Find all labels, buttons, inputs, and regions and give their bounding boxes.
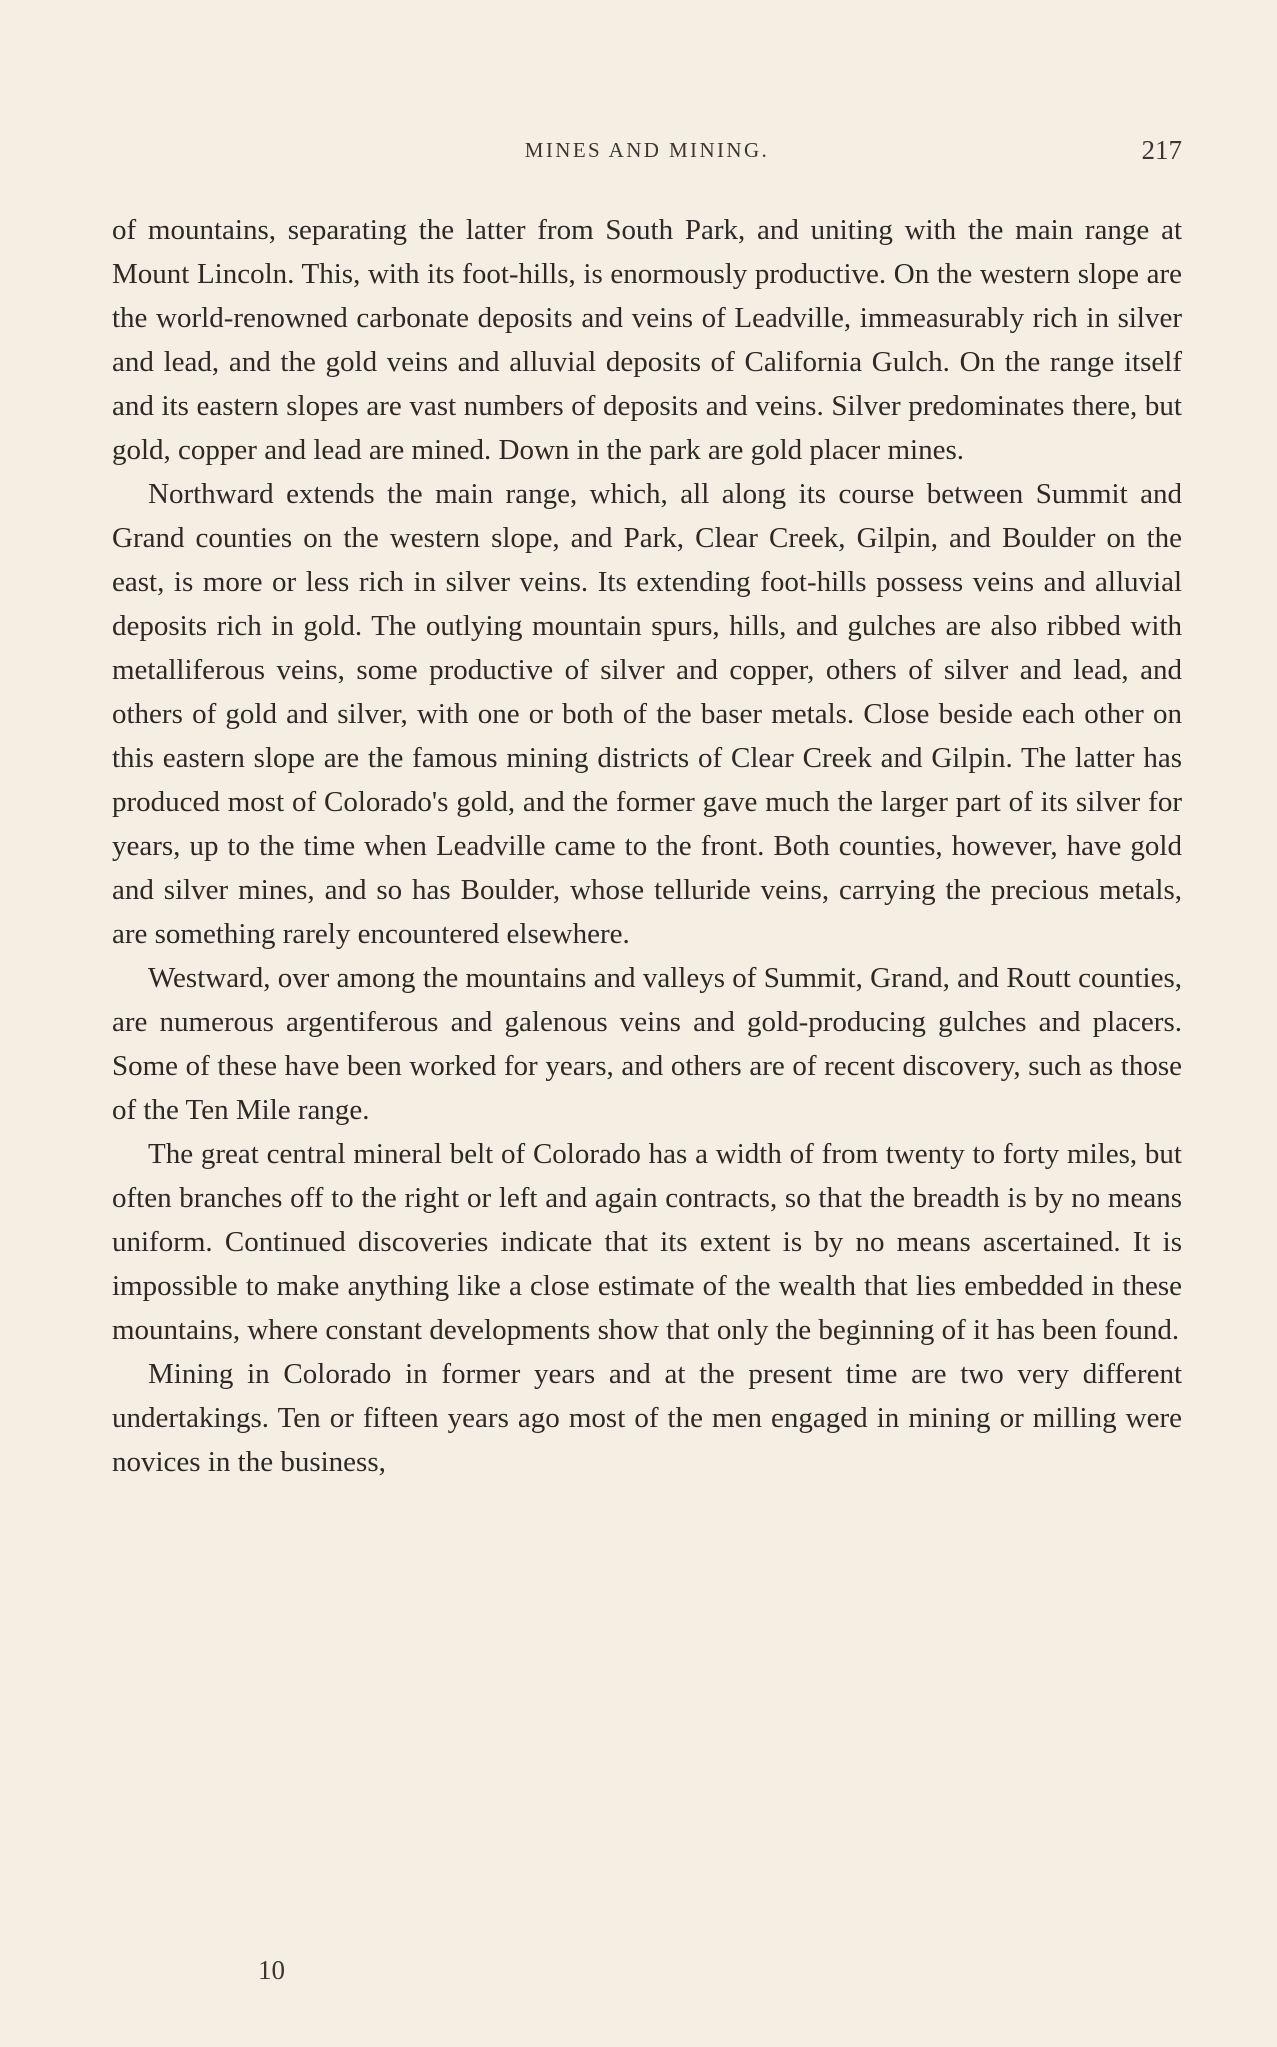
signature-mark: 10 [258, 1955, 285, 1985]
paragraph-1: of mountains, separating the latter from South Park, and uniting with the main range at Mount Lincoln. This, with its foot-hills, is enormously productive. On the western slope are the world-renowned carbonate deposits and veins of Leadville, immeasurably rich in silver and lead, and the gold veins and alluvial deposits of California Gulch. On the range itself and its eastern slopes are vast numbers of deposits and veins. Silver predominates there, but gold, copper and lead are mined. Down in the park are gold placer mines. [112, 214, 1182, 466]
page-number: 217 [1141, 135, 1182, 165]
paragraph-5: Mining in Colorado in former years and at the present time are two very different undertakings. Ten or fifteen years ago most of the men engaged in mining or milling were novices in the business, [112, 1358, 1182, 1478]
paragraph-4: The great central mineral belt of Colorado has a width of from twenty to forty miles, but often branches off to the right or left and again contracts, so that the breadth is by no means uniform. Continued discoveries indicate that its extent is by no means ascertained. It is impossible to make anything like a close estimate of the wealth that lies embedded in these mountains, where constant developments show that only the beginning of it has been found. [112, 1138, 1182, 1346]
running-head-title: MINES AND MINING. [524, 138, 770, 162]
body-text [112, 208, 1182, 1484]
paragraph-2: Northward extends the main range, which, all along its course between Summit and Grand counties on the western slope, and Park, Clear Creek, Gilpin, and Boulder on the east, is more or less rich in silver veins. Its extending foot-hills possess veins and alluvial deposits rich in gold. The outlying mountain spurs, hills, and gulches are also ribbed with metalliferous veins, some productive of silver and copper, others of silver and lead, and others of gold and silver, with one or both of the baser metals. Close beside each other on this eastern slope are the famous mining districts of Clear Creek and Gilpin. The latter has produced most of Colorado's gold, and the former gave much the larger part of its silver for years, up to the time when Leadville came to the front. Both counties, however, have gold and silver mines, and so has Boulder, whose telluride veins, carrying the precious metals, are something rarely encountered elsewhere. [112, 478, 1182, 950]
running-head [112, 130, 1182, 170]
paragraph-3: Westward, over among the mountains and valleys of Summit, Grand, and Routt counties, are numerous argentiferous and galenous veins and gold-producing gulches and placers. Some of these have been worked for years, and others are of recent discovery, such as those of the Ten Mile range. [112, 962, 1182, 1126]
